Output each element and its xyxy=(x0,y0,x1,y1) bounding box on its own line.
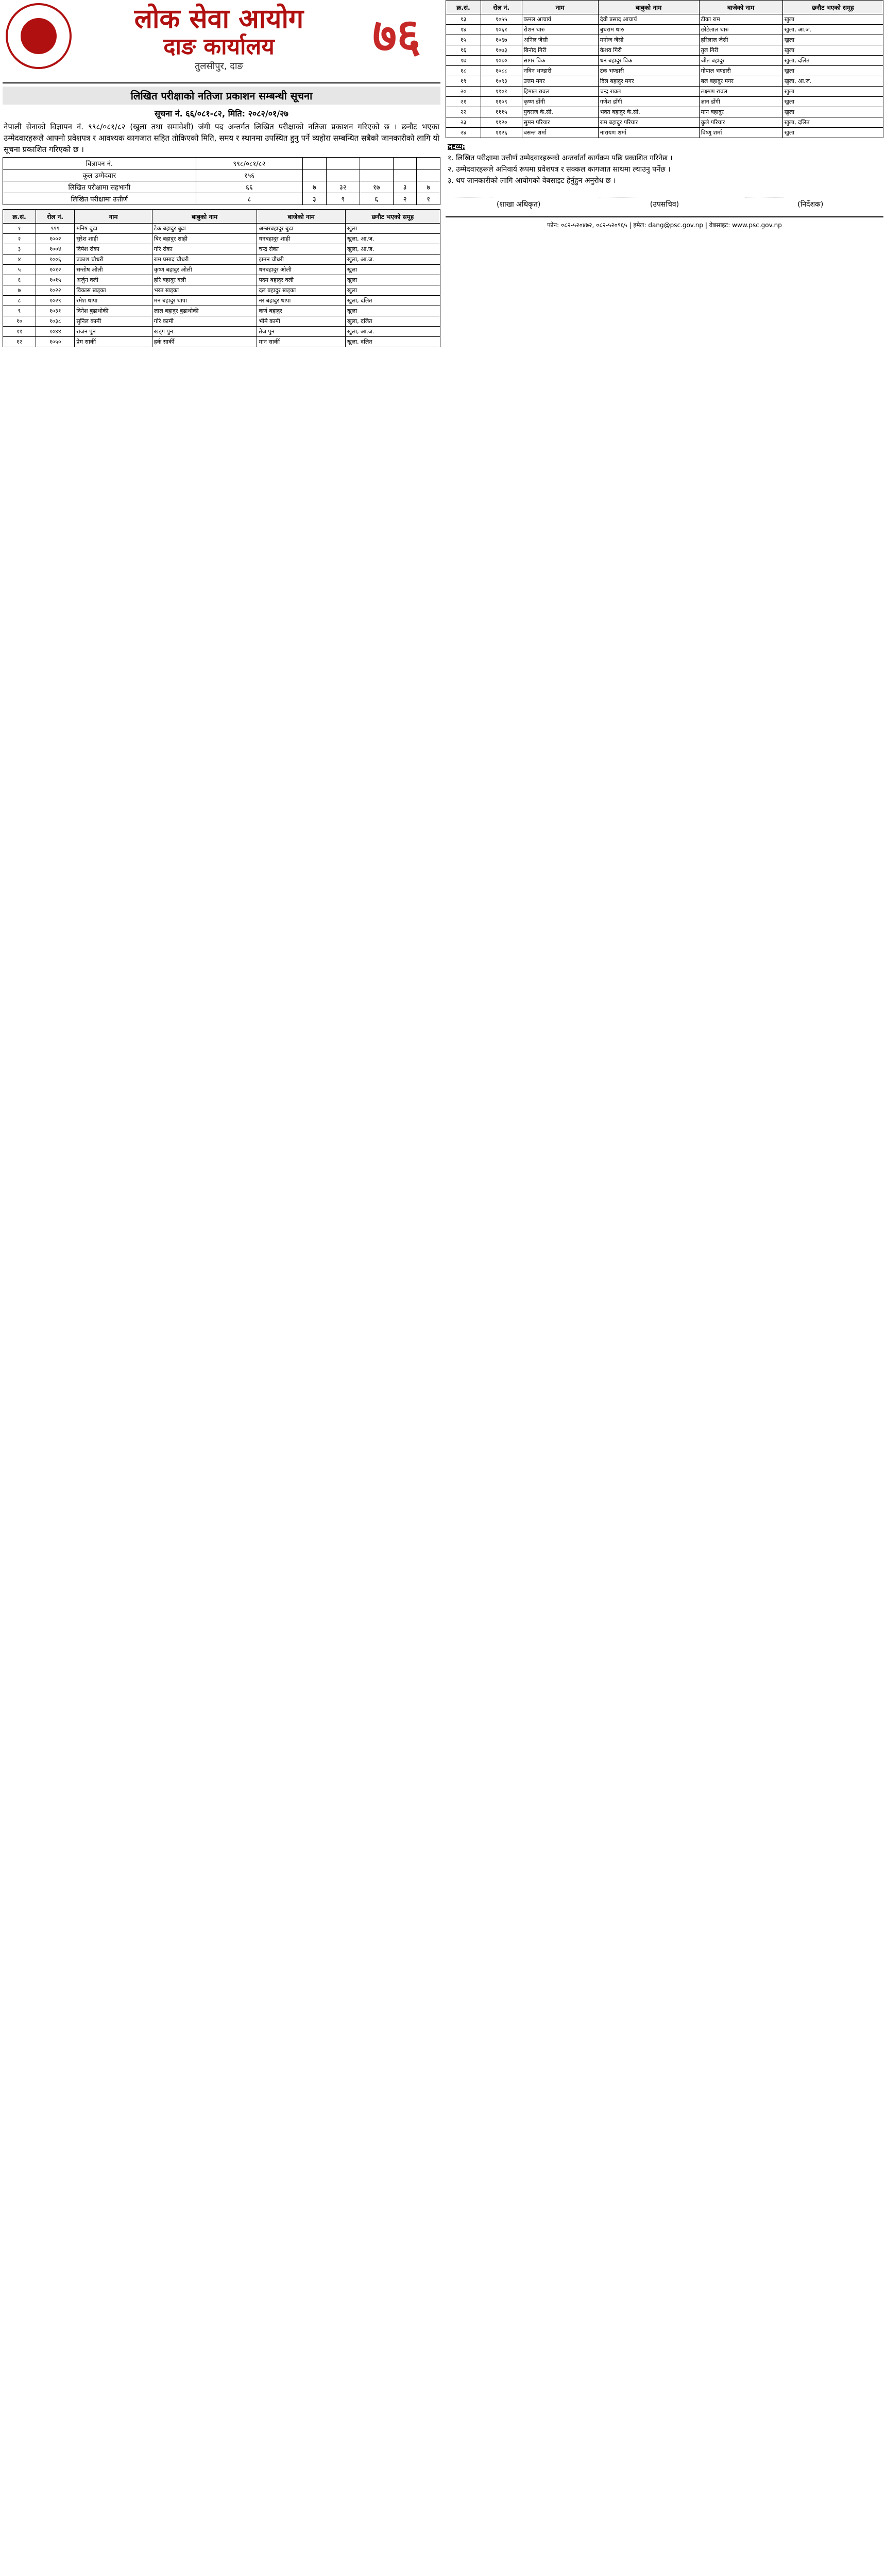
table-row xyxy=(446,128,883,138)
summary-row xyxy=(3,193,440,205)
table-row xyxy=(446,35,883,45)
table-cell: तुल गिरी xyxy=(699,45,782,56)
table-cell: १०२९ xyxy=(36,296,75,306)
table-row xyxy=(446,97,883,107)
table-cell: खुला, दलित xyxy=(345,316,440,327)
table-cell: खुला, आ.ज. xyxy=(782,25,883,35)
summary-cell xyxy=(417,170,440,181)
table-row xyxy=(3,316,440,327)
table-row xyxy=(3,265,440,275)
summary-cell: १५६ xyxy=(196,170,303,181)
note-item: ३. थप जानकारीको लागि आयोगको वेबसाइट हेर्नुहुन अनुरोध छ । xyxy=(448,177,616,185)
table-cell: हर्क सार्की xyxy=(152,337,257,347)
table-cell: ८ xyxy=(3,296,36,306)
table-cell: खुला, आ.ज. xyxy=(345,244,440,255)
table-cell: पदम बहादुर वली xyxy=(257,275,345,285)
note-item: २. उम्मेदवारहरूले अनिवार्य रूपमा प्रवेशपत्र र सक्कल कागजात साथमा ल्याउनु पर्नेछ । xyxy=(448,165,671,174)
table-row xyxy=(3,306,440,316)
signature-1: (शाखा अधिकृत) xyxy=(453,197,584,209)
summary-cell xyxy=(393,170,417,181)
table-cell: राम बहादुर परियार xyxy=(598,117,699,128)
summary-row xyxy=(3,158,440,170)
table-cell: बुधराम थारु xyxy=(598,25,699,35)
table-row xyxy=(3,255,440,265)
summary-cell: ३ xyxy=(393,181,417,193)
column-header: रोल नं. xyxy=(36,210,75,224)
office-name: दाङ कार्यालय xyxy=(163,33,275,60)
table-cell: राजन पुन xyxy=(75,327,152,337)
table-cell: चन्द्र रोका xyxy=(257,244,345,255)
table-cell: अर्जुन वली xyxy=(75,275,152,285)
summary-cell xyxy=(326,170,360,181)
summary-row xyxy=(3,181,440,193)
table-cell: गोरे कामी xyxy=(152,316,257,327)
table-cell: लक्ष्मण रावल xyxy=(699,87,782,97)
org-name: लोक सेवा आयोग xyxy=(134,3,304,35)
summary-cell xyxy=(360,158,393,170)
table-cell: ज्ञान डाँगी xyxy=(699,97,782,107)
table-cell: २० xyxy=(446,87,481,97)
table-row xyxy=(3,224,440,234)
table-cell: १०८८ xyxy=(481,66,522,76)
table-row xyxy=(3,234,440,244)
table-cell: धनबहादुर शाही xyxy=(257,234,345,244)
anniversary-logo: ७६ xyxy=(372,8,421,63)
summary-cell: ८ xyxy=(196,193,303,205)
note-item: १. लिखित परीक्षामा उत्तीर्ण उम्मेदवारहरूको अन्तर्वार्ता कार्यक्रम पछि प्रकाशित गरिनेछ । xyxy=(448,154,673,162)
table-cell: ९ xyxy=(3,306,36,316)
table-cell: १९ xyxy=(446,76,481,87)
table-cell: खुला xyxy=(345,275,440,285)
table-cell: खुला, दलित xyxy=(782,117,883,128)
table-cell: खुला xyxy=(782,35,883,45)
table-cell: ११०९ xyxy=(481,97,522,107)
table-cell: मनोज जैसी xyxy=(598,35,699,45)
table-cell: १०२२ xyxy=(36,285,75,296)
table-cell: नर बहादुर थापा xyxy=(257,296,345,306)
summary-cell: ७ xyxy=(417,181,440,193)
summary-cell: १७ xyxy=(360,181,393,193)
table-cell: १ xyxy=(3,224,36,234)
table-row xyxy=(3,244,440,255)
table-cell: १०५५ xyxy=(481,14,522,25)
table-cell: खुला xyxy=(345,306,440,316)
column-header: बाबुको नाम xyxy=(152,210,257,224)
column-header: बाबुको नाम xyxy=(598,1,699,14)
table-cell: ३ xyxy=(3,244,36,255)
table-cell: २४ xyxy=(446,128,481,138)
table-cell: १७ xyxy=(446,56,481,66)
table-cell: खड्ग पुन xyxy=(152,327,257,337)
table-row xyxy=(446,87,883,97)
table-cell: १०१५ xyxy=(36,275,75,285)
header-text xyxy=(90,4,348,73)
notice-number: सूचना नं. ६६/०८१-८२, मिति: २०८२/०१/२७ xyxy=(155,109,288,118)
table-row xyxy=(446,66,883,76)
summary-cell xyxy=(417,158,440,170)
table-cell: देवी प्रसाद आचार्य xyxy=(598,14,699,25)
summary-table xyxy=(3,157,440,205)
table-cell: उत्तम मगर xyxy=(522,76,598,87)
table-row xyxy=(3,337,440,347)
table-cell: १०४४ xyxy=(36,327,75,337)
table-row xyxy=(446,117,883,128)
table-cell: सुनिल कामी xyxy=(75,316,152,327)
table-cell: १०३१ xyxy=(36,306,75,316)
table-cell: हरिलाल जैसी xyxy=(699,35,782,45)
table-cell: चन्द्र रावल xyxy=(598,87,699,97)
table-cell: १०९३ xyxy=(481,76,522,87)
column-header: छनौट भएको समूह xyxy=(782,1,883,14)
header xyxy=(3,0,440,83)
table-cell: तेज पुन xyxy=(257,327,345,337)
table-cell: १०३८ xyxy=(36,316,75,327)
summary-cell: विज्ञापन नं. xyxy=(3,158,196,170)
table-cell: कृष्ण बहादुर ओली xyxy=(152,265,257,275)
summary-cell: ६६ xyxy=(196,181,303,193)
office-place: तुलसीपुर, दाङ xyxy=(194,61,243,72)
table-cell: खुला xyxy=(782,66,883,76)
table-cell: ११२० xyxy=(481,117,522,128)
column-header: क्र.सं. xyxy=(446,1,481,14)
table-cell: २३ xyxy=(446,117,481,128)
table-cell: १०६७ xyxy=(481,35,522,45)
summary-cell xyxy=(326,158,360,170)
table-row xyxy=(3,275,440,285)
table-row xyxy=(446,14,883,25)
table-cell: १४ xyxy=(446,25,481,35)
table-cell: बल बहादुर मगर xyxy=(699,76,782,87)
table-cell: धन बहादुर विक xyxy=(598,56,699,66)
table-cell: जीत बहादुर xyxy=(699,56,782,66)
table-cell: दल बहादुर खड्का xyxy=(257,285,345,296)
table-cell: मान सार्की xyxy=(257,337,345,347)
notice-intro: नेपाली सेनाको विज्ञापन नं. ९९८/०८१/८२ (खुला तथा समावेशी) जंगी पद अन्तर्गत लिखित परीक्षाको नतिजा प्रकाशन गरिएको छ । छनौट भएका उम्मेदवारहरूले आफ्नो प्रवेशपत्र र आवश्यक कागजात सहित तोकिएको मिति, समय र स्थानमा उपस्थित हुनु पर्ने व्यहोरा सम्बन्धित सबैको जानकारीको लागि यो सूचना प्रकाशित गरिएको छ । xyxy=(4,122,439,154)
summary-cell: कूल उम्मेदवार xyxy=(3,170,196,181)
table-cell: ९९९ xyxy=(36,224,75,234)
table-cell: भीमे कामी xyxy=(257,316,345,327)
table-cell: १००२ xyxy=(36,234,75,244)
table-cell: खुला xyxy=(782,45,883,56)
table-cell: कर्ण बहादुर xyxy=(257,306,345,316)
table-cell: युवराज के.सी. xyxy=(522,107,598,117)
notes-section xyxy=(448,141,881,187)
table-row xyxy=(3,327,440,337)
summary-cell xyxy=(303,158,327,170)
results-table-right xyxy=(446,0,883,138)
column-header: बाजेको नाम xyxy=(257,210,345,224)
summary-cell: ३ xyxy=(303,193,327,205)
column-header: छनौट भएको समूह xyxy=(345,210,440,224)
table-cell: हरि बहादुर वली xyxy=(152,275,257,285)
table-cell: मनिष बुढा xyxy=(75,224,152,234)
table-cell: खुला xyxy=(782,97,883,107)
summary-cell: ९९८/०८१/८२ xyxy=(196,158,303,170)
table-cell: कमल आचार्य xyxy=(522,14,598,25)
table-cell: २१ xyxy=(446,97,481,107)
table-cell: केशव गिरी xyxy=(598,45,699,56)
table-cell: मान बहादुर xyxy=(699,107,782,117)
table-cell: १२ xyxy=(3,337,36,347)
summary-cell: ९ xyxy=(326,193,360,205)
signature-2: (उपसचिव) xyxy=(599,197,730,209)
signature-3: (निर्देशक) xyxy=(745,197,876,209)
table-cell: अम्बरबहादुर बुढा xyxy=(257,224,345,234)
table-cell: २ xyxy=(3,234,36,244)
table-cell: सुरेश शाही xyxy=(75,234,152,244)
table-cell: बसन्त शर्मा xyxy=(522,128,598,138)
table-cell: धनबहादुर ओली xyxy=(257,265,345,275)
table-cell: खुला xyxy=(782,128,883,138)
table-cell: खुला xyxy=(345,224,440,234)
table-cell: प्रेम सार्की xyxy=(75,337,152,347)
table-cell: १३ xyxy=(446,14,481,25)
table-cell: भरत खड्का xyxy=(152,285,257,296)
table-cell: ६ xyxy=(3,275,36,285)
table-cell: गोरे रोका xyxy=(152,244,257,255)
table-cell: लाल बहादुर बुढाथोकी xyxy=(152,306,257,316)
table-cell: बिनोद गिरी xyxy=(522,45,598,56)
summary-cell: लिखित परीक्षामा सहभागी xyxy=(3,181,196,193)
table-cell: रमेश थापा xyxy=(75,296,152,306)
table-cell: सुमन परियार xyxy=(522,117,598,128)
table-cell: खुला, आ.ज. xyxy=(345,327,440,337)
table-cell: कृष्ण डाँगी xyxy=(522,97,598,107)
column-header: बाजेको नाम xyxy=(699,1,782,14)
table-cell: खुला xyxy=(782,87,883,97)
table-row xyxy=(446,107,883,117)
table-row xyxy=(446,56,883,66)
table-cell: विकास खड्का xyxy=(75,285,152,296)
summary-cell: १ xyxy=(417,193,440,205)
table-cell: ५ xyxy=(3,265,36,275)
table-row xyxy=(3,296,440,306)
table-row xyxy=(446,25,883,35)
table-cell: दिनेश बुढाथोकी xyxy=(75,306,152,316)
table-row xyxy=(3,285,440,296)
summary-row xyxy=(3,170,440,181)
table-cell: १५ xyxy=(446,35,481,45)
table-row xyxy=(446,76,883,87)
table-cell: गोपाल भण्डारी xyxy=(699,66,782,76)
table-cell: १०६१ xyxy=(481,25,522,35)
table-cell: टेक बहादुर बुढा xyxy=(152,224,257,234)
table-cell: खुला, दलित xyxy=(345,296,440,306)
table-cell: १० xyxy=(3,316,36,327)
table-cell: खुला, आ.ज. xyxy=(345,234,440,244)
table-cell: रोशन थारु xyxy=(522,25,598,35)
column-header: नाम xyxy=(75,210,152,224)
table-cell: १०७३ xyxy=(481,45,522,56)
table-cell: खुला xyxy=(782,14,883,25)
summary-cell: ३२ xyxy=(326,181,360,193)
table-cell: टंक भण्डारी xyxy=(598,66,699,76)
table-cell: ११०१ xyxy=(481,87,522,97)
summary-cell xyxy=(393,158,417,170)
table-cell: ११ xyxy=(3,327,36,337)
table-cell: १०१२ xyxy=(36,265,75,275)
signature-block xyxy=(446,197,883,209)
summary-cell: ७ xyxy=(303,181,327,193)
table-cell: सागर विक xyxy=(522,56,598,66)
column-header: रोल नं. xyxy=(481,1,522,14)
left-column xyxy=(3,0,440,2576)
table-cell: १८ xyxy=(446,66,481,76)
table-cell: राम प्रसाद चौधरी xyxy=(152,255,257,265)
table-cell: खुला xyxy=(345,285,440,296)
column-header: नाम xyxy=(522,1,598,14)
table-cell: ४ xyxy=(3,255,36,265)
table-cell: कुले परियार xyxy=(699,117,782,128)
summary-cell xyxy=(303,170,327,181)
table-cell: अनिल जैसी xyxy=(522,35,598,45)
table-cell: सन्तोष ओली xyxy=(75,265,152,275)
table-cell: १०५० xyxy=(36,337,75,347)
notice-title: लिखित परीक्षाको नतिजा प्रकाशन सम्बन्धी सूचना xyxy=(3,87,440,105)
table-cell: झमन चौधरी xyxy=(257,255,345,265)
table-cell: खुला, आ.ज. xyxy=(345,255,440,265)
table-cell: १०८० xyxy=(481,56,522,66)
table-cell: ७ xyxy=(3,285,36,296)
table-cell: मन बहादुर थापा xyxy=(152,296,257,306)
table-cell: १००४ xyxy=(36,244,75,255)
column-header: क्र.सं. xyxy=(3,210,36,224)
table-cell: गणेश डाँगी xyxy=(598,97,699,107)
table-cell: खुला, आ.ज. xyxy=(782,76,883,87)
table-cell: हिमाल रावल xyxy=(522,87,598,97)
summary-cell: लिखित परीक्षामा उत्तीर्ण xyxy=(3,193,196,205)
table-cell: दिल बहादुर मगर xyxy=(598,76,699,87)
table-cell: नारायण शर्मा xyxy=(598,128,699,138)
table-cell: खुला, दलित xyxy=(345,337,440,347)
table-row xyxy=(446,45,883,56)
table-cell: विष्णु शर्मा xyxy=(699,128,782,138)
contact-footer: फोन: ०८२-५२०४७२, ०८२-५२०९६५ | इमेल: dang@psc.gov.np | वेबसाइट: www.psc.gov.np xyxy=(446,216,883,229)
table-cell: भक्त बहादुर के.सी. xyxy=(598,107,699,117)
table-cell: प्रकाश चौधरी xyxy=(75,255,152,265)
table-cell: खुला xyxy=(345,265,440,275)
right-column xyxy=(446,0,883,2576)
summary-cell: ६ xyxy=(360,193,393,205)
table-cell: बिर बहादुर शाही xyxy=(152,234,257,244)
summary-cell: २ xyxy=(393,193,417,205)
table-cell: ११२६ xyxy=(481,128,522,138)
notes-heading: द्रष्टव्य: xyxy=(448,143,466,151)
table-cell: १००६ xyxy=(36,255,75,265)
table-cell: २२ xyxy=(446,107,481,117)
summary-cell xyxy=(360,170,393,181)
table-cell: १६ xyxy=(446,45,481,56)
table-cell: छोटेलाल थारु xyxy=(699,25,782,35)
table-cell: १११५ xyxy=(481,107,522,117)
table-cell: खुला xyxy=(782,107,883,117)
table-cell: नविन भण्डारी xyxy=(522,66,598,76)
table-cell: खुला, दलित xyxy=(782,56,883,66)
table-cell: टीका राम xyxy=(699,14,782,25)
table-cell: दिपेश रोका xyxy=(75,244,152,255)
results-table-left xyxy=(3,209,440,347)
psc-emblem-icon xyxy=(6,3,72,69)
